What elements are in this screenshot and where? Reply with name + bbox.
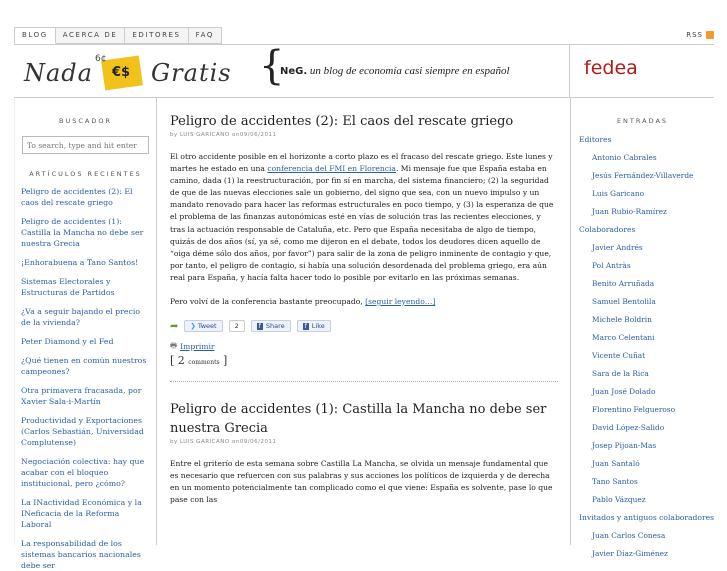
share-icon: ➦ [170, 320, 179, 332]
author-link[interactable]: Sara de la Rica [592, 369, 649, 378]
author-link[interactable]: Juan Carlos Conesa [592, 531, 666, 540]
tagline-text: un blog de economía casi siempre en español [307, 65, 510, 77]
post-date: 09/06/2011 [239, 132, 277, 138]
byline-by: by [170, 439, 178, 446]
search-title: BUSCADOR [59, 117, 112, 125]
byline-on: on [231, 132, 240, 138]
author-link[interactable]: Javier Andrés [592, 243, 643, 252]
logo-tag-label: €$ [111, 65, 131, 80]
author-link[interactable]: David López-Salido [592, 423, 665, 432]
twitter-icon: ❯ [190, 322, 196, 331]
author-link[interactable]: Juan Santaló [592, 459, 640, 468]
list-item [15, 415, 156, 448]
rss-icon [706, 31, 714, 39]
comments-label: comments [188, 359, 220, 367]
print-link[interactable]: Imprimir [180, 342, 215, 352]
list-item [15, 186, 156, 208]
author-link[interactable]: Marco Celentani [592, 333, 655, 342]
recent-post-link[interactable]: Negociación colectiva: hay que acabar con el bloqueo institucional, pero ¿cómo? [21, 457, 145, 488]
site-logo[interactable] [24, 51, 232, 95]
recent-post-link[interactable]: Otra primavera fracasada, por Xavier Sala-i-Martín [21, 386, 142, 406]
comments-link[interactable]: [ 2 comments ] [170, 354, 228, 368]
entries-category[interactable]: Editores [579, 135, 612, 144]
print-row [170, 340, 558, 353]
share-label: Share [265, 322, 285, 331]
tab-editores[interactable]: EDITORES [125, 27, 188, 44]
post-body: Entre el griterío de esta semana sobre Castilla La Mancha, se olvida un mensaje fundamental que es necesario que refuercen con sus palabras y sus acciones los políticos de izquierda y de derecha en un momento potencialmente tan complicado como el que viene: España es solvente, pase lo que pase con las [170, 459, 553, 505]
recent-post-link[interactable]: Sistemas Electorales y Estructuras de Partidos [21, 277, 115, 297]
author-link[interactable]: Antonio Cabrales [592, 153, 657, 162]
list-item [15, 306, 156, 328]
facebook-like-button[interactable] [297, 320, 331, 332]
list-item [15, 355, 156, 377]
author-link[interactable]: Juan Rubio-Ramírez [592, 207, 667, 216]
recent-post-link[interactable]: Peligro de accidentes (1): Castilla la Mancha no debe ser nuestra Grecia [21, 217, 144, 248]
post-byline [170, 132, 558, 138]
recent-posts-title: ARTÍCULOS RECIENTES [29, 170, 142, 178]
byline-on: on [231, 439, 240, 446]
author-link[interactable]: Michele Boldrin [592, 315, 652, 324]
rss-label: RSS [686, 31, 703, 39]
printer-icon: 🖶 [170, 341, 178, 351]
post-byline [170, 439, 558, 445]
author-link[interactable]: Juan José Dolado [592, 387, 656, 396]
list-item [15, 385, 156, 407]
post-date: 09/06/2011 [239, 439, 277, 446]
tweet-button[interactable] [184, 320, 222, 332]
list-item [15, 257, 156, 268]
post [170, 98, 558, 382]
conference-link[interactable]: conferencia del FMI en Florencia [267, 164, 396, 174]
recent-post-link[interactable]: La INactividad Económica y la INeficacia de la Reforma Laboral [21, 498, 142, 529]
author-link[interactable]: Pol Antràs [592, 261, 631, 270]
tab-faq[interactable]: FAQ [189, 27, 222, 44]
author-link[interactable]: Luis Garicano [592, 189, 645, 198]
share-bar [170, 320, 558, 332]
price-tag-icon [94, 54, 145, 90]
author-link[interactable]: Jesús Fernández-Villaverde [592, 171, 694, 180]
post-title[interactable]: Peligro de accidentes (1): Castilla la Mancha no debe ser nuestra Grecia [170, 402, 547, 437]
list-item [15, 538, 156, 571]
facebook-share-button[interactable] [251, 320, 291, 332]
left-sidebar [14, 98, 157, 570]
fedea-logo[interactable]: fedea [569, 45, 714, 97]
byline-by: by [170, 132, 178, 138]
recent-posts-list [15, 186, 156, 571]
rss-link[interactable] [686, 31, 714, 39]
post-body-text: Pero volví de la conferencia bastante preocupado, [170, 297, 366, 307]
site-header [14, 44, 714, 98]
list-item [15, 276, 156, 298]
author-link[interactable]: Josep Pijoan-Mas [592, 441, 657, 450]
post-body [170, 151, 558, 284]
author-link[interactable]: Florentino Felgueroso [592, 405, 676, 414]
author-link[interactable]: Samuel Bentolila [592, 297, 656, 306]
post-body-text: . Mi mensaje fue que España estaba en camino, dada (1) la reestructuración, por fin sí en marcha, del sistema financiero; (2) la seguridad de que de las nuevas elecciones sale un gobierno, del signo que sea, con un nuevo impulso y un mandato renovado para hacer las reformas estructurales en poco tiempo, y (3) la esperanza de que el problema de las finanzas autonómicas esté en vías de solución tras las recientes elecciones, y tras la actuación responsable de Cataluña, etc. Pero que España necesitaba de algo de tiempo, quizás de dos años (sí, ya sé, como me dijeron en el debate, todos los deudores dicen aquello de “oiga déme sólo dos años, por favor”) para salir de la zona de peligro inminente de contagio y que, por tanto, el peligro de contagio, si había una solución desordenada del problema griego, era aún real para España, y hacía falta hacer todo lo posible por evitarlo en las próximas semanas. [170, 164, 554, 282]
list-item [15, 497, 156, 530]
tab-acerca-de[interactable]: ACERCA DE [56, 27, 126, 44]
search-input[interactable] [22, 136, 149, 154]
main-content [170, 98, 558, 545]
recent-post-link[interactable]: Productividad y Exportaciones (Carlos Sebastián, Universidad Complutense) [21, 416, 144, 447]
post-excerpt-end [170, 297, 558, 306]
recent-post-link[interactable]: ¿Qué tienen en común nuestros campeones? [21, 356, 147, 376]
logo-word-nada: Nada [24, 59, 93, 87]
recent-post-link[interactable]: Peligro de accidentes (2): El caos del rescate griego [21, 187, 133, 207]
logo-brace: { [259, 43, 285, 89]
recent-post-link[interactable]: Peter Diamond y el Fed [21, 337, 114, 346]
recent-post-link[interactable]: La responsabilidad de los sistemas bancarios nacionales debe ser [21, 539, 141, 570]
entries-title: ENTRADAS [616, 117, 669, 125]
list-item [15, 216, 156, 249]
post-body-text: El otro accidente posible en el horizonte a corto plazo es el fracaso del rescate griego. Este lunes y martes he estado en una [170, 152, 553, 174]
author-link[interactable]: Tano Santos [592, 477, 638, 486]
post-author: LUIS GARICANO [180, 439, 230, 446]
like-label: Like [311, 322, 325, 331]
site-tagline [280, 65, 510, 77]
entries-category[interactable]: Colaboradores [579, 225, 636, 234]
author-link[interactable]: Benito Arruñada [592, 279, 655, 288]
logo-word-gratis: Gratis [150, 59, 232, 87]
facebook-icon: f [258, 322, 261, 330]
recent-post-link[interactable]: ¡Enhorabuena a Tano Santos! [21, 258, 139, 267]
list-item [15, 456, 156, 489]
author-link[interactable]: Vicente Cuñat [592, 351, 646, 360]
post-title[interactable]: Peligro de accidentes (2): El caos del rescate griego [170, 114, 514, 129]
tab-blog[interactable]: BLOG [14, 27, 56, 44]
comments-count: 2 [177, 354, 185, 368]
author-link[interactable]: Pablo Vázquez [592, 495, 646, 504]
facebook-icon: f [304, 322, 307, 330]
author-link[interactable]: Javier Díaz-Giménez [592, 549, 668, 558]
right-sidebar [570, 98, 714, 558]
logo-cents: 6¢ [94, 54, 107, 64]
post-author: LUIS GARICANO [180, 132, 230, 138]
entries-category[interactable]: Invitados y antiguos colaboradores [579, 513, 714, 522]
entries-list [571, 131, 714, 563]
list-item [15, 336, 156, 347]
tweet-label: Tweet [197, 322, 217, 331]
post [170, 382, 558, 506]
recent-post-link[interactable]: ¿Va a seguir bajando el precio de la vivienda? [21, 307, 141, 327]
top-navigation [14, 27, 222, 44]
read-more-link[interactable]: [seguir leyendo…] [365, 297, 436, 307]
tweet-count: 2 [229, 320, 245, 332]
tagline-bold: NeG. [280, 66, 308, 77]
